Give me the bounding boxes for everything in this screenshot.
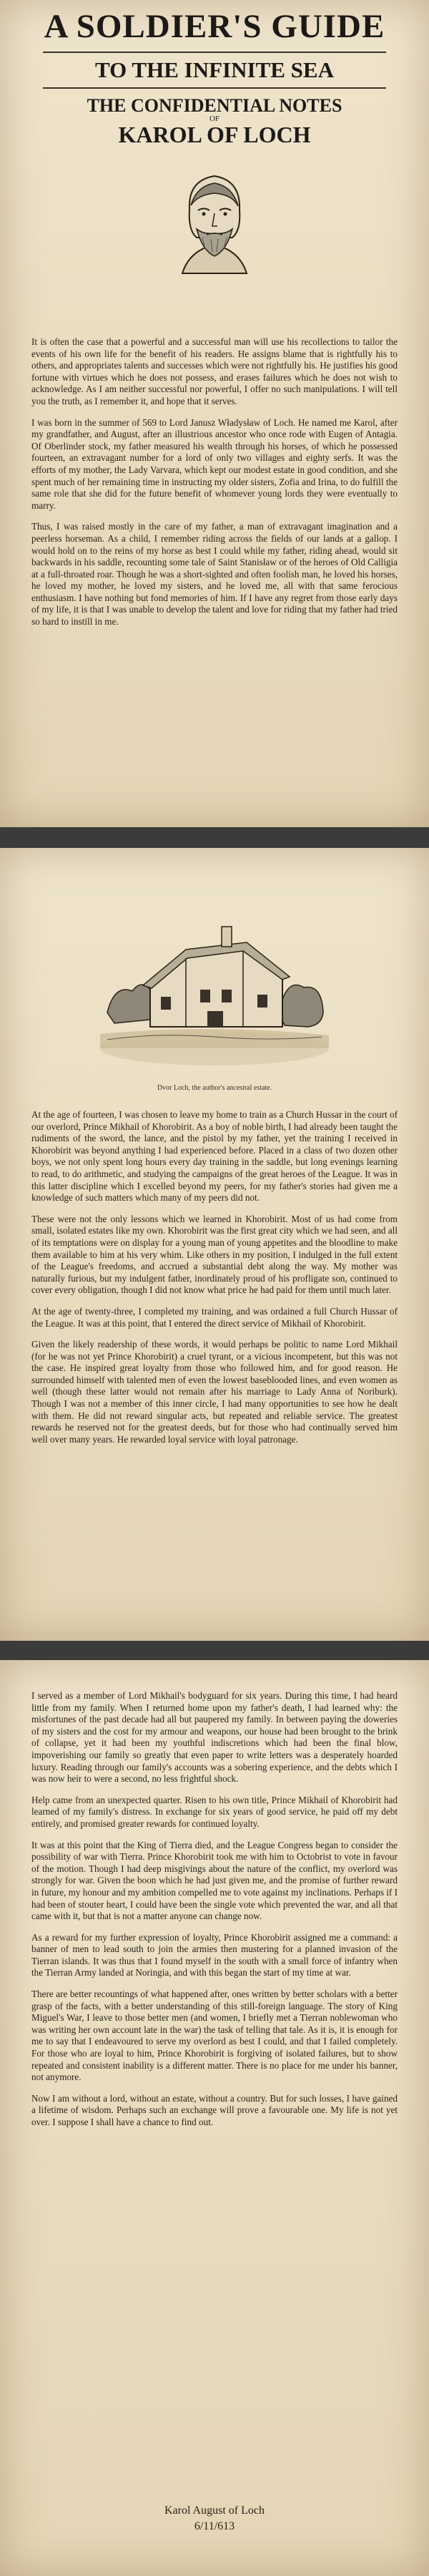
paragraph: Help came from an unexpected quarter. Risen to his own title, Prince Mikhail of Khorobirit had learned of my family's distress. In exchange for six years of good service, he paid off my debt entirely, and promised greater rewards for continued loyalty. bbox=[31, 1794, 398, 1829]
paragraph: I served as a member of Lord Mikhail's bodyguard for six years. During this time, I had heard little from my family. When I returned home upon my father's death, I had learned why: the misfortunes of the past decade had all but paupered my family. In between paying the doweries of my sisters and the cost for my armour and weapons, our house had been brought to the brink of collapse, yet it had been my youthful indiscretions which had been the final blow, impoverishing our family so greatly that even paper to write letters was a desperately hoarded luxury. Reading through our family's accounts was a sobering experience, and the debts which I was now heir to were a second, no less frightful shock. bbox=[31, 1690, 398, 1785]
paragraph: There are better recountings of what happened after, ones written by better scholars with a better grasp of the facts, with a better understanding of this still-foreign language. The story of King Miguel's War, I leave to those better men (and women, I briefly met a Tierran noblewoman who was writing her own account late in the war) the task of telling that tale. As it is, it is enough for me to say that I endeavoured to serve my overlord as best I could, and that I failed completely. For those who are loyal to him, Prince Khorobirit is forgiving of isolated failures, but to show repeated and consistent inability is a different matter. There is no place for me under his banner, not anymore. bbox=[31, 1989, 398, 2083]
paragraph: These were not the only lessons which we learned in Khorobirit. Most of us had come from small, isolated estates like my own. Khorobirit was the first great city which we had seen, and all of its temptations were on display for a young man of young appetites and the bloodline to make them available to him at his very whim. Like others in my position, I indulged in the full extent of the League's freedoms, and accrued a substantial debt along the way. My mother was naturally furious, but my indulgent father, inordinately proud of his profligate son, continued to cover every obligation, though I did not know what price he had paid for them until much later. bbox=[31, 1213, 398, 1296]
paragraph: At the age of fourteen, I was chosen to leave my home to train as a Church Hussar in the court of our overlord, Prince Mikhail of Khorobirit. As a boy of noble birth, I had already been taught the rudiments of the sword, the lance, and the pistol by my father, yet the training I received in Khorobirit was beyond anything I had experienced before. Placed in a class of two dozen other boys, we not only spent long hours every day training in the saddle, but long evenings learning to read, to do arithmetic, and studying the campaigns of the great heroes of the League. It was in this latter discipline which I excelled beyond my peers, for my father's stories had given me a knowledge of such matters which many of my peers did not. bbox=[31, 1109, 398, 1204]
paragraph: Now I am without a lord, without an estate, without a country. But for such losses, I have gained a lifetime of wisdom. Perhaps such an exchange will prove a favourable one. My life is not yet over. I suppose I shall have a chance to find out. bbox=[31, 2092, 398, 2127]
paragraph: Given the likely readership of these words, it would perhaps be politic to name Lord Mikhail (for he was not yet Prince Khorobirit) a cruel tyrant, or a vicious incompetent, but this was not the case. He inspired great loyalty from those who followed him, and for good reason. He surrounded himself with talented men of even the lowest baseblooded lines, and even women as well (though these latter would not remain after his marriage to Lady Anna of Noriburk). Though I was not a member of this inner circle, I had many opportunities to see how he dealt with them. He did not reward singular acts, but repeated and reliable service. The greatest rewards he reserved not for the greatest deeds, but for those who had continually served him well over many years. He rewarded loyal service with loyal patronage. bbox=[31, 1339, 398, 1445]
title-divider bbox=[43, 52, 386, 53]
page-one bbox=[0, 0, 429, 827]
paragraph: At the age of twenty-three, I completed my training, and was ordained a full Church Hussar of the League. It was at this point, that I entered the direct service of Mikhail of Khorobirit. bbox=[31, 1305, 398, 1329]
intro-text bbox=[31, 336, 398, 638]
paragraph: I was born in the summer of 569 to Lord Janusz Władysław of Loch. He named me Karol, after my grandfather, and August, after an illustrious ancestor who once rode with Eugen of Antagia. Of Oberlinder stock, my father measured his wealth through his horses, of which he possessed fourteen, an extravagant number for a lord of only two villages and eighty serfs. It was the efforts of my mother, the Lady Varvara, which kept our modest estate in good condition, and she spent much of her remaining time in instructing my older sisters, Zofia and Irina, to do fulfill the same role that she did for the future benefit of whomever young lords they were eventually to marry. bbox=[31, 416, 398, 511]
notes-heading: THE CONFIDENTIAL NOTES bbox=[87, 95, 342, 116]
training-text bbox=[31, 1109, 398, 1455]
page-three bbox=[0, 1660, 429, 2576]
estate-illustration bbox=[100, 905, 329, 1070]
book-subtitle: TO THE INFINITE SEA bbox=[95, 57, 334, 82]
paragraph: It was at this point that the King of Tierra died, and the League Congress began to consider the possibility of war with Tierra. Prince Khorobirit took me with him to Octobrist to vote in favour of the motion. Though I had deep misgivings about the nature of the conflict, my overlord was strongly for war. Given the boon which he had just given me, and the promise of further reward in future, my honour and my ambition compelled me to vote against my inclinations. Perhaps if I had been of stouter heart, I could have been the single vote which prevented the war, and all that came with it, but that is not a matter anyone can change now. bbox=[31, 1839, 398, 1922]
page-two bbox=[0, 848, 429, 1641]
author-portrait bbox=[161, 166, 268, 280]
notes-of: OF bbox=[209, 114, 220, 123]
signature-name: Karol August of Loch bbox=[164, 2504, 265, 2517]
paragraph: It is often the case that a powerful and a successful man will use his recollections to tailor the events of his own life for the benefit of his readers. He assigns blame that is rightfully his to others, and appropriates talents and successes which were not rightfully his. He justifies his good fortune with virtues which he does not possess, and erases failures which he does not wish to acknowledge. As I am neither successful nor powerful, I offer no such manipulations. I will tell you the truth, as I remember it, and hope that it serves. bbox=[31, 336, 398, 406]
subtitle-divider bbox=[43, 87, 386, 89]
paragraph: Thus, I was raised mostly in the care of my father, a man of extravagant imagination and a peerless horseman. As a child, I remember riding across the fields of our lands at a gallop. I would hold on to the reins of my horse as best I could while my father, riding ahead, would sit backwards in his saddle, recounting some tale of Saint Stanisław or of the heroes of Old Calligia at a full-throated roar. Though he was a short-sighted and often foolish man, he loved his horses, he loved my mother, he loved my sisters, and he loved me, all with that same ferocious enthusiasm. I have nothing but fond memories of him. If I have any regret from those early days of my life, it is that I was unable to develop the talent and love for riding that my father had tried so hard to instill in me. bbox=[31, 521, 398, 628]
book-title: A SOLDIER'S GUIDE bbox=[44, 8, 385, 45]
illustration-caption: Dvor Loch, the author's ancestral estate. bbox=[157, 1084, 272, 1092]
author-heading: KAROL OF LOCH bbox=[118, 122, 311, 147]
paragraph: As a reward for my further expression of loyalty, Prince Khorobirit assigned me a command: a banner of men to lead south to join the armies then mustering for a planned invasion of the Tierran islands. It was thus that I found myself in the south with a small force of infantry when the Tierran Army landed at Noringia, and with this began the start of my time at war. bbox=[31, 1931, 398, 1979]
signature-date: 6/11/613 bbox=[194, 2520, 235, 2532]
service-text bbox=[31, 1690, 398, 2138]
